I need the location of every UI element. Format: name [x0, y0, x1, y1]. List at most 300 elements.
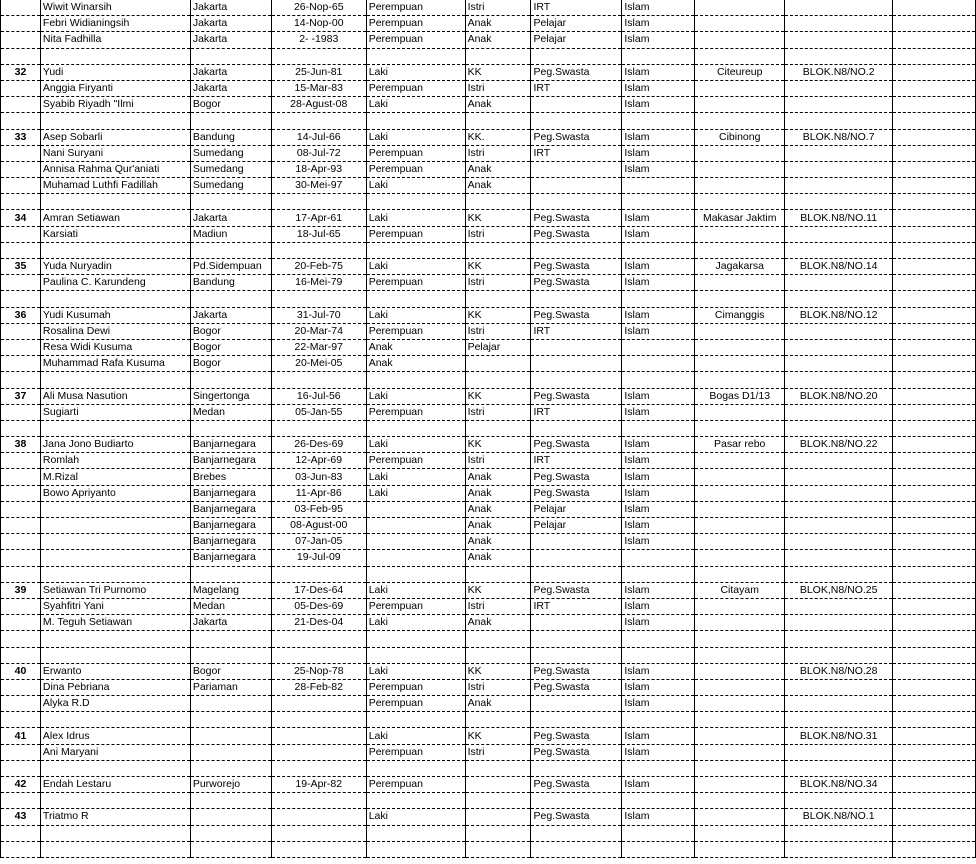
family-number-cell[interactable]	[1, 404, 41, 420]
birthdate-cell[interactable]	[271, 841, 366, 857]
family-status-cell[interactable]: KK.	[465, 129, 531, 145]
birthdate-cell[interactable]: 17-Apr-61	[271, 210, 366, 226]
birthplace-cell[interactable]: Bogor	[190, 356, 271, 372]
name-cell[interactable]	[40, 242, 190, 258]
origin-area-cell[interactable]: Cibinong	[695, 129, 785, 145]
name-cell[interactable]	[40, 48, 190, 64]
birthplace-cell[interactable]	[190, 194, 271, 210]
name-cell[interactable]: Alyka R.D	[40, 696, 190, 712]
empty-cell[interactable]	[893, 161, 976, 177]
gender-cell[interactable]: Laki	[366, 728, 465, 744]
empty-cell[interactable]	[893, 259, 976, 275]
birthplace-cell[interactable]	[190, 809, 271, 825]
birthdate-cell[interactable]: 17-Des-64	[271, 582, 366, 598]
occupation-cell[interactable]: Pelajar	[531, 32, 622, 48]
family-status-cell[interactable]: Anak	[465, 16, 531, 32]
family-number-cell[interactable]	[1, 242, 41, 258]
family-status-cell[interactable]: Anak	[465, 32, 531, 48]
origin-area-cell[interactable]	[695, 760, 785, 776]
birthdate-cell[interactable]: 21-Des-04	[271, 615, 366, 631]
family-number-cell[interactable]	[1, 647, 41, 663]
occupation-cell[interactable]	[531, 339, 622, 355]
house-block-cell[interactable]	[785, 226, 893, 242]
empty-cell[interactable]	[893, 113, 976, 129]
birthdate-cell[interactable]: 18-Apr-93	[271, 161, 366, 177]
house-block-cell[interactable]	[785, 760, 893, 776]
birthplace-cell[interactable]	[190, 825, 271, 841]
empty-cell[interactable]	[893, 0, 976, 16]
house-block-cell[interactable]	[785, 696, 893, 712]
gender-cell[interactable]: Perempuan	[366, 226, 465, 242]
birthplace-cell[interactable]	[190, 566, 271, 582]
occupation-cell[interactable]	[531, 242, 622, 258]
origin-area-cell[interactable]	[695, 841, 785, 857]
name-cell[interactable]: Endah Lestaru	[40, 777, 190, 793]
origin-area-cell[interactable]	[695, 291, 785, 307]
birthdate-cell[interactable]: 14-Jul-66	[271, 129, 366, 145]
occupation-cell[interactable]	[531, 841, 622, 857]
origin-area-cell[interactable]	[695, 32, 785, 48]
family-status-cell[interactable]: Anak	[465, 518, 531, 534]
family-number-cell[interactable]	[1, 566, 41, 582]
empty-cell[interactable]	[893, 744, 976, 760]
empty-cell[interactable]	[893, 631, 976, 647]
religion-cell[interactable]: Islam	[622, 0, 695, 16]
birthplace-cell[interactable]: Sumedang	[190, 178, 271, 194]
empty-cell[interactable]	[893, 420, 976, 436]
birthdate-cell[interactable]: 03-Jun-83	[271, 469, 366, 485]
house-block-cell[interactable]	[785, 534, 893, 550]
birthplace-cell[interactable]	[190, 113, 271, 129]
birthdate-cell[interactable]	[271, 760, 366, 776]
gender-cell[interactable]: Perempuan	[366, 696, 465, 712]
house-block-cell[interactable]: BLOK.N8/NO.7	[785, 129, 893, 145]
empty-cell[interactable]	[893, 48, 976, 64]
birthdate-cell[interactable]: 12-Apr-69	[271, 453, 366, 469]
gender-cell[interactable]: Perempuan	[366, 323, 465, 339]
religion-cell[interactable]: Islam	[622, 615, 695, 631]
religion-cell[interactable]: Islam	[622, 80, 695, 96]
house-block-cell[interactable]	[785, 113, 893, 129]
origin-area-cell[interactable]	[695, 825, 785, 841]
occupation-cell[interactable]	[531, 712, 622, 728]
religion-cell[interactable]	[622, 178, 695, 194]
birthplace-cell[interactable]: Medan	[190, 404, 271, 420]
birthdate-cell[interactable]	[271, 793, 366, 809]
religion-cell[interactable]: Islam	[622, 32, 695, 48]
empty-cell[interactable]	[893, 696, 976, 712]
occupation-cell[interactable]	[531, 696, 622, 712]
name-cell[interactable]	[40, 631, 190, 647]
religion-cell[interactable]: Islam	[622, 501, 695, 517]
origin-area-cell[interactable]	[695, 97, 785, 113]
gender-cell[interactable]: Perempuan	[366, 275, 465, 291]
birthdate-cell[interactable]: 25-Nop-78	[271, 663, 366, 679]
family-status-cell[interactable]: Pelajar	[465, 339, 531, 355]
family-number-cell[interactable]: 34	[1, 210, 41, 226]
name-cell[interactable]	[40, 841, 190, 857]
birthdate-cell[interactable]: 25-Jun-81	[271, 64, 366, 80]
birthdate-cell[interactable]	[271, 809, 366, 825]
religion-cell[interactable]: Islam	[622, 64, 695, 80]
religion-cell[interactable]	[622, 291, 695, 307]
name-cell[interactable]: Syabib Riyadh "Ilmi	[40, 97, 190, 113]
empty-cell[interactable]	[893, 534, 976, 550]
occupation-cell[interactable]	[531, 647, 622, 663]
family-status-cell[interactable]: KK	[465, 582, 531, 598]
family-number-cell[interactable]	[1, 356, 41, 372]
family-status-cell[interactable]: Istri	[465, 0, 531, 16]
name-cell[interactable]: Muhammad Rafa Kusuma	[40, 356, 190, 372]
name-cell[interactable]	[40, 372, 190, 388]
name-cell[interactable]: Syahfitri Yani	[40, 598, 190, 614]
house-block-cell[interactable]	[785, 420, 893, 436]
occupation-cell[interactable]: IRT	[531, 80, 622, 96]
gender-cell[interactable]	[366, 372, 465, 388]
origin-area-cell[interactable]	[695, 566, 785, 582]
family-number-cell[interactable]	[1, 712, 41, 728]
birthplace-cell[interactable]: Bogor	[190, 323, 271, 339]
family-number-cell[interactable]	[1, 291, 41, 307]
origin-area-cell[interactable]: Bogas D1/13	[695, 388, 785, 404]
name-cell[interactable]: Romlah	[40, 453, 190, 469]
house-block-cell[interactable]: BLOK.N8/NO.28	[785, 663, 893, 679]
empty-cell[interactable]	[893, 598, 976, 614]
gender-cell[interactable]	[366, 647, 465, 663]
family-number-cell[interactable]: 36	[1, 307, 41, 323]
house-block-cell[interactable]	[785, 469, 893, 485]
religion-cell[interactable]: Islam	[622, 453, 695, 469]
family-number-cell[interactable]	[1, 534, 41, 550]
origin-area-cell[interactable]: Makasar Jaktim	[695, 210, 785, 226]
occupation-cell[interactable]: Peg.Swasta	[531, 744, 622, 760]
gender-cell[interactable]	[366, 793, 465, 809]
occupation-cell[interactable]	[531, 113, 622, 129]
family-number-cell[interactable]	[1, 80, 41, 96]
family-status-cell[interactable]: KK	[465, 663, 531, 679]
house-block-cell[interactable]	[785, 32, 893, 48]
gender-cell[interactable]	[366, 631, 465, 647]
family-number-cell[interactable]: 32	[1, 64, 41, 80]
family-number-cell[interactable]	[1, 48, 41, 64]
birthplace-cell[interactable]: Medan	[190, 598, 271, 614]
origin-area-cell[interactable]	[695, 647, 785, 663]
family-number-cell[interactable]	[1, 679, 41, 695]
occupation-cell[interactable]	[531, 534, 622, 550]
birthdate-cell[interactable]	[271, 194, 366, 210]
family-number-cell[interactable]: 40	[1, 663, 41, 679]
family-status-cell[interactable]	[465, 356, 531, 372]
name-cell[interactable]	[40, 647, 190, 663]
family-status-cell[interactable]	[465, 712, 531, 728]
birthplace-cell[interactable]: Jakarta	[190, 32, 271, 48]
birthplace-cell[interactable]: Banjarnegara	[190, 437, 271, 453]
origin-area-cell[interactable]	[695, 485, 785, 501]
occupation-cell[interactable]: IRT	[531, 0, 622, 16]
birthdate-cell[interactable]: 05-Des-69	[271, 598, 366, 614]
empty-cell[interactable]	[893, 501, 976, 517]
family-status-cell[interactable]	[465, 420, 531, 436]
origin-area-cell[interactable]	[695, 420, 785, 436]
occupation-cell[interactable]: Peg.Swasta	[531, 663, 622, 679]
name-cell[interactable]	[40, 534, 190, 550]
religion-cell[interactable]: Islam	[622, 275, 695, 291]
religion-cell[interactable]: Islam	[622, 728, 695, 744]
origin-area-cell[interactable]	[695, 0, 785, 16]
birthplace-cell[interactable]	[190, 760, 271, 776]
birthplace-cell[interactable]	[190, 291, 271, 307]
family-status-cell[interactable]: KK	[465, 64, 531, 80]
birthdate-cell[interactable]: 20-Feb-75	[271, 259, 366, 275]
family-status-cell[interactable]: Istri	[465, 80, 531, 96]
family-status-cell[interactable]	[465, 291, 531, 307]
name-cell[interactable]	[40, 550, 190, 566]
birthplace-cell[interactable]	[190, 841, 271, 857]
birthdate-cell[interactable]: 26-Des-69	[271, 437, 366, 453]
religion-cell[interactable]	[622, 566, 695, 582]
birthplace-cell[interactable]: Sumedang	[190, 145, 271, 161]
birthdate-cell[interactable]: 26-Nop-65	[271, 0, 366, 16]
name-cell[interactable]: Anggia Firyanti	[40, 80, 190, 96]
empty-cell[interactable]	[893, 64, 976, 80]
empty-cell[interactable]	[893, 663, 976, 679]
birthplace-cell[interactable]: Bogor	[190, 97, 271, 113]
birthplace-cell[interactable]: Jakarta	[190, 210, 271, 226]
religion-cell[interactable]: Islam	[622, 534, 695, 550]
birthplace-cell[interactable]	[190, 696, 271, 712]
empty-cell[interactable]	[893, 356, 976, 372]
occupation-cell[interactable]: IRT	[531, 145, 622, 161]
occupation-cell[interactable]: IRT	[531, 598, 622, 614]
family-status-cell[interactable]: Anak	[465, 615, 531, 631]
house-block-cell[interactable]	[785, 550, 893, 566]
religion-cell[interactable]: Islam	[622, 744, 695, 760]
religion-cell[interactable]: Islam	[622, 161, 695, 177]
origin-area-cell[interactable]	[695, 777, 785, 793]
name-cell[interactable]: Paulina C. Karundeng	[40, 275, 190, 291]
occupation-cell[interactable]	[531, 550, 622, 566]
empty-cell[interactable]	[893, 809, 976, 825]
name-cell[interactable]	[40, 194, 190, 210]
house-block-cell[interactable]	[785, 356, 893, 372]
origin-area-cell[interactable]	[695, 696, 785, 712]
name-cell[interactable]	[40, 291, 190, 307]
origin-area-cell[interactable]	[695, 16, 785, 32]
family-number-cell[interactable]	[1, 615, 41, 631]
house-block-cell[interactable]	[785, 598, 893, 614]
name-cell[interactable]: Yudi Kusumah	[40, 307, 190, 323]
origin-area-cell[interactable]	[695, 242, 785, 258]
religion-cell[interactable]	[622, 242, 695, 258]
occupation-cell[interactable]: Peg.Swasta	[531, 388, 622, 404]
family-status-cell[interactable]: Istri	[465, 275, 531, 291]
gender-cell[interactable]: Perempuan	[366, 145, 465, 161]
empty-cell[interactable]	[893, 453, 976, 469]
birthplace-cell[interactable]: Singertonga	[190, 388, 271, 404]
birthdate-cell[interactable]	[271, 372, 366, 388]
empty-cell[interactable]	[893, 80, 976, 96]
empty-cell[interactable]	[893, 339, 976, 355]
gender-cell[interactable]: Perempuan	[366, 0, 465, 16]
religion-cell[interactable]: Islam	[622, 485, 695, 501]
family-number-cell[interactable]	[1, 793, 41, 809]
birthdate-cell[interactable]: 30-Mei-97	[271, 178, 366, 194]
name-cell[interactable]: Dina Pebriana	[40, 679, 190, 695]
family-number-cell[interactable]	[1, 97, 41, 113]
religion-cell[interactable]	[622, 825, 695, 841]
house-block-cell[interactable]	[785, 80, 893, 96]
gender-cell[interactable]: Laki	[366, 582, 465, 598]
house-block-cell[interactable]	[785, 615, 893, 631]
religion-cell[interactable]: Islam	[622, 259, 695, 275]
origin-area-cell[interactable]	[695, 226, 785, 242]
origin-area-cell[interactable]	[695, 372, 785, 388]
name-cell[interactable]: Setiawan Tri Purnomo	[40, 582, 190, 598]
origin-area-cell[interactable]	[695, 80, 785, 96]
family-number-cell[interactable]: 39	[1, 582, 41, 598]
birthplace-cell[interactable]: Banjarnegara	[190, 534, 271, 550]
birthplace-cell[interactable]	[190, 744, 271, 760]
empty-cell[interactable]	[893, 129, 976, 145]
name-cell[interactable]: Nani Suryani	[40, 145, 190, 161]
family-status-cell[interactable]: Anak	[465, 178, 531, 194]
religion-cell[interactable]: Islam	[622, 97, 695, 113]
family-status-cell[interactable]: Anak	[465, 501, 531, 517]
occupation-cell[interactable]	[531, 161, 622, 177]
family-number-cell[interactable]: 33	[1, 129, 41, 145]
gender-cell[interactable]: Laki	[366, 259, 465, 275]
family-status-cell[interactable]: KK	[465, 437, 531, 453]
birthplace-cell[interactable]: Madiun	[190, 226, 271, 242]
birthplace-cell[interactable]: Sumedang	[190, 161, 271, 177]
name-cell[interactable]: Asep Sobarli	[40, 129, 190, 145]
birthplace-cell[interactable]: Banjarnegara	[190, 453, 271, 469]
birthplace-cell[interactable]: Magelang	[190, 582, 271, 598]
name-cell[interactable]: Jana Jono Budiarto	[40, 437, 190, 453]
house-block-cell[interactable]	[785, 501, 893, 517]
family-status-cell[interactable]: Istri	[465, 679, 531, 695]
religion-cell[interactable]: Islam	[622, 226, 695, 242]
family-number-cell[interactable]	[1, 113, 41, 129]
house-block-cell[interactable]	[785, 566, 893, 582]
occupation-cell[interactable]	[531, 566, 622, 582]
occupation-cell[interactable]: Peg.Swasta	[531, 469, 622, 485]
birthplace-cell[interactable]: Bogor	[190, 663, 271, 679]
house-block-cell[interactable]: BLOK.N8/NO.14	[785, 259, 893, 275]
name-cell[interactable]: M.Rizal	[40, 469, 190, 485]
religion-cell[interactable]: Islam	[622, 469, 695, 485]
gender-cell[interactable]	[366, 113, 465, 129]
origin-area-cell[interactable]	[695, 178, 785, 194]
empty-cell[interactable]	[893, 647, 976, 663]
birthplace-cell[interactable]: Jakarta	[190, 615, 271, 631]
occupation-cell[interactable]: Peg.Swasta	[531, 728, 622, 744]
family-status-cell[interactable]	[465, 825, 531, 841]
gender-cell[interactable]: Laki	[366, 97, 465, 113]
occupation-cell[interactable]: Peg.Swasta	[531, 64, 622, 80]
gender-cell[interactable]	[366, 566, 465, 582]
family-status-cell[interactable]: KK	[465, 728, 531, 744]
family-status-cell[interactable]	[465, 841, 531, 857]
occupation-cell[interactable]	[531, 825, 622, 841]
origin-area-cell[interactable]	[695, 161, 785, 177]
birthplace-cell[interactable]	[190, 372, 271, 388]
birthplace-cell[interactable]	[190, 647, 271, 663]
house-block-cell[interactable]	[785, 275, 893, 291]
gender-cell[interactable]: Perempuan	[366, 404, 465, 420]
empty-cell[interactable]	[893, 793, 976, 809]
house-block-cell[interactable]	[785, 841, 893, 857]
gender-cell[interactable]: Perempuan	[366, 161, 465, 177]
name-cell[interactable]: Triatmo R	[40, 809, 190, 825]
family-number-cell[interactable]	[1, 16, 41, 32]
birthplace-cell[interactable]	[190, 48, 271, 64]
empty-cell[interactable]	[893, 566, 976, 582]
birthplace-cell[interactable]: Jakarta	[190, 307, 271, 323]
gender-cell[interactable]: Perempuan	[366, 80, 465, 96]
empty-cell[interactable]	[893, 679, 976, 695]
occupation-cell[interactable]: Peg.Swasta	[531, 485, 622, 501]
occupation-cell[interactable]	[531, 356, 622, 372]
origin-area-cell[interactable]	[695, 679, 785, 695]
house-block-cell[interactable]: BLOK.N8/NO.1	[785, 809, 893, 825]
religion-cell[interactable]: Islam	[622, 582, 695, 598]
occupation-cell[interactable]	[531, 372, 622, 388]
name-cell[interactable]	[40, 566, 190, 582]
name-cell[interactable]: Alex Idrus	[40, 728, 190, 744]
gender-cell[interactable]	[366, 760, 465, 776]
empty-cell[interactable]	[893, 712, 976, 728]
family-status-cell[interactable]	[465, 631, 531, 647]
empty-cell[interactable]	[893, 323, 976, 339]
religion-cell[interactable]: Islam	[622, 210, 695, 226]
name-cell[interactable]: Muhamad Luthfi Fadillah	[40, 178, 190, 194]
birthplace-cell[interactable]	[190, 242, 271, 258]
religion-cell[interactable]: Islam	[622, 145, 695, 161]
house-block-cell[interactable]	[785, 178, 893, 194]
empty-cell[interactable]	[893, 469, 976, 485]
religion-cell[interactable]: Islam	[622, 323, 695, 339]
family-number-cell[interactable]	[1, 372, 41, 388]
family-status-cell[interactable]	[465, 777, 531, 793]
gender-cell[interactable]	[366, 501, 465, 517]
religion-cell[interactable]: Islam	[622, 598, 695, 614]
house-block-cell[interactable]	[785, 372, 893, 388]
gender-cell[interactable]	[366, 48, 465, 64]
occupation-cell[interactable]	[531, 48, 622, 64]
origin-area-cell[interactable]	[695, 323, 785, 339]
empty-cell[interactable]	[893, 275, 976, 291]
occupation-cell[interactable]: Peg.Swasta	[531, 777, 622, 793]
occupation-cell[interactable]	[531, 97, 622, 113]
gender-cell[interactable]: Laki	[366, 485, 465, 501]
family-status-cell[interactable]: Istri	[465, 145, 531, 161]
family-number-cell[interactable]	[1, 631, 41, 647]
birthplace-cell[interactable]: Pariaman	[190, 679, 271, 695]
birthplace-cell[interactable]: Pd.Sidempuan	[190, 259, 271, 275]
family-number-cell[interactable]	[1, 598, 41, 614]
name-cell[interactable]: Rosalina Dewi	[40, 323, 190, 339]
occupation-cell[interactable]: IRT	[531, 323, 622, 339]
empty-cell[interactable]	[893, 550, 976, 566]
birthdate-cell[interactable]	[271, 113, 366, 129]
empty-cell[interactable]	[893, 372, 976, 388]
gender-cell[interactable]: Anak	[366, 356, 465, 372]
religion-cell[interactable]: Islam	[622, 679, 695, 695]
name-cell[interactable]	[40, 518, 190, 534]
origin-area-cell[interactable]: Citayam	[695, 582, 785, 598]
empty-cell[interactable]	[893, 307, 976, 323]
